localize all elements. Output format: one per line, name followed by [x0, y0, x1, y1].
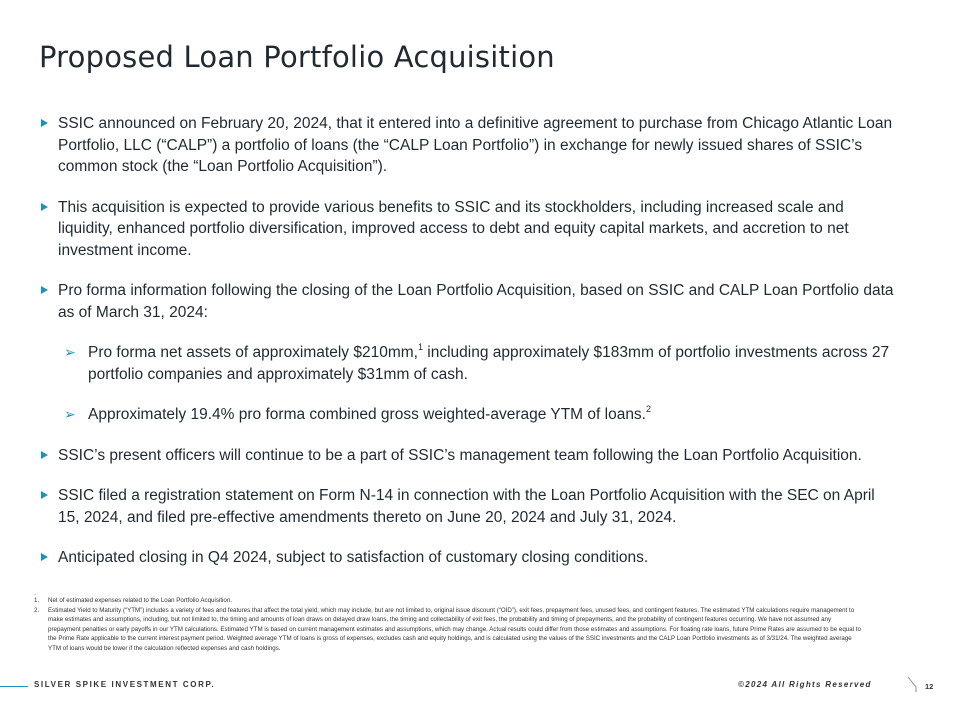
footnotes: [34, 596, 864, 654]
triangle-bullet-icon: [41, 553, 48, 561]
bullet-item: [40, 197, 900, 262]
bullet-item: [40, 445, 900, 467]
footnote-separator: .: [34, 588, 37, 597]
footnote-number: 2.: [34, 606, 40, 614]
bullet-text: SSIC’s present officers will continue to be a part of SSIC’s management team following the Loan Portfolio Acquisition.: [58, 446, 862, 464]
footer-accent-line: [0, 686, 28, 687]
corner-mark-icon: [906, 675, 922, 693]
bullet-item: [40, 280, 900, 323]
bullet-item: [40, 113, 900, 178]
footnote: [34, 596, 864, 606]
footnote: [34, 606, 864, 654]
triangle-bullet-icon: [41, 491, 48, 499]
sub-bullet-item: [40, 404, 900, 426]
page-title: Proposed Loan Portfolio Acquisition: [39, 40, 555, 74]
sub-bullet-text: Approximately 19.4% pro forma combined gross weighted-average YTM of loans.: [88, 406, 646, 423]
bullet-text: SSIC announced on February 20, 2024, that it entered into a definitive agreement to purchase from Chicago Atlantic Loan Portfolio, LLC (“CALP”) a portfolio of loans (the “CALP Loan Portfolio”) in exchange for newly issued shares of SSIC’s common stock (the “Loan Portfolio Acquisition”).: [58, 115, 893, 175]
footnote-number: 1.: [34, 597, 40, 604]
triangle-bullet-icon: [41, 286, 48, 294]
bullet-item: [40, 485, 900, 528]
footnote-ref: 1: [417, 341, 423, 352]
triangle-bullet-icon: [41, 119, 48, 127]
triangle-bullet-icon: [41, 203, 48, 211]
footnote-ref: 2: [646, 403, 652, 414]
copyright-text: ©2024 All Rights Reserved: [738, 680, 872, 689]
bullet-text: Anticipated closing in Q4 2024, subject to satisfaction of customary closing conditions.: [58, 549, 649, 566]
company-name: SILVER SPIKE INVESTMENT CORP.: [34, 680, 216, 689]
chevron-right-icon: ➢: [64, 345, 76, 361]
sub-bullet-item: [40, 342, 900, 385]
triangle-bullet-icon: [41, 451, 48, 459]
bullet-item: [40, 547, 900, 569]
footnote-text: Net of estimated expenses related to the Loan Portfolio Acquisition.: [48, 597, 233, 604]
bullet-text: SSIC filed a registration statement on Form N-14 in connection with the Loan Portfolio Acquisition with the SEC on April 15, 2024, and filed pre-effective amendments thereto on June 20, 2024 and July 31, 2024.: [58, 487, 875, 526]
sub-bullet-text: Pro forma net assets of approximately $210mm,: [88, 344, 418, 361]
slide-body: [40, 113, 900, 588]
footnote-text: Estimated Yield to Maturity (“YTM”) includes a variety of fees and features that affect the total yield, which may include, but are not limited to, original issue discount (“OID”), exit fees, prepayment fees, unused fees, and contingent features. The estimated YTM calculations require management to make estimates and assumptions, including, but not limited to, the timing and amounts of loan draws on delayed draw loans, the timing and collectability of exit fees, the probability and timing of prepayments, and the probability of contingent features occurring. We have not assumed any prepayment penalties or early payoffs in our YTM calculations. Estimated YTM is based on current management estimates and assumptions, which may change. Actual results could differ from those estimates and assumptions. For floating rate loans, future Prime Rates are assumed to be equal to the Prime Rate applicable to the current interest payment period. Weighted average YTM of loans is gross of expenses, excludes cash and equity holdings, and is calculated using the values of the SSIC investments and the CALP Loan Portfolio investments as of 3/31/24. The weighted average YTM of loans would be lower if the calculation reflected expenses and cash holdings.: [48, 606, 861, 652]
bullet-text: Pro forma information following the closing of the Loan Portfolio Acquisition, based on SSIC and CALP Loan Portfolio data as of March 31, 2024:: [58, 282, 894, 321]
bullet-text: This acquisition is expected to provide various benefits to SSIC and its stockholders, including increased scale and liquidity, enhanced portfolio diversification, improved access to debt and equity capital markets, and accretion to net investment income.: [58, 198, 849, 259]
chevron-right-icon: ➢: [64, 407, 76, 423]
page-number: 12: [925, 682, 934, 691]
sub-bullet-text: including approximately $183mm of portfolio investments across 27 portfolio companies and approximately $31mm of cash.: [88, 344, 890, 383]
